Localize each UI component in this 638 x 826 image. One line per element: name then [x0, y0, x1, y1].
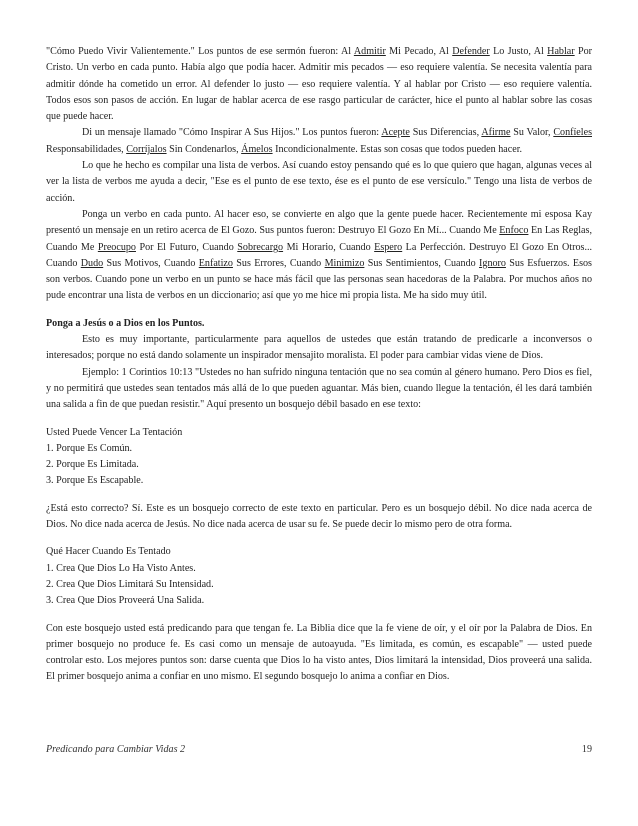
outline-item: 2. Porque Es Limitada.: [46, 459, 139, 471]
outline-title: Usted Puede Vencer La Tentación: [46, 426, 183, 438]
text-segment: Por Cristo. Un verbo en cada punto. Había algo que podía hacer. Admitir mis pecados –– eso requiere valentía. Se necesita valentía para admitir dónde ha cometido un error. Al defender lo justo — eso requiere valentía. Y al hablar por Cristo — eso requiere valentía. Todos esos son pasos de acción. En lugar de hablar acerca de ese rasgo particular de carácter, hice el punto al hablar sobre las cosas que puede hacer.: [46, 46, 592, 123]
underlined-verb: Dudo: [80, 257, 104, 269]
paragraph: [46, 158, 592, 207]
paragraph: [46, 125, 592, 158]
footer-book-title: Predicando para Cambiar Vidas 2: [46, 744, 186, 755]
text-segment: Sus Esfuerzos. Esos son verbos. Cuando pone un verbo en un punto se hace más fácil que las personas sean hacedoras de la Palabra. Por muchos años no pude encontrar una lista de verbos en un diccionario; así que yo me hice mi propia lista. Me ha sido muy útil.: [46, 257, 592, 302]
paragraph: [46, 207, 592, 305]
text-segment: La Perfección. Destruyo El Gozo En Otros... Cuando: [46, 241, 593, 269]
underlined-verb: Ignoro: [479, 257, 506, 269]
paragraph: Con este bosquejo usted está predicando para que tengan fe. La Biblia dice que la fe viene de oír, y el oír por la Palabra de Dios. En primer bosquejo no produce fe. Es casi como un mensaje de autoayuda. "Es limitada, es común, es escapable" –– usted puede controlar esto. Los mejores puntos son: darse cuenta que Dios lo ha visto antes, Dios limitará la intensidad, Dios proveerá una salida. El primer bosquejo anima a confiar en uno mismo. El segundo bosquejo lo anima a confiar en Dios.: [46, 622, 592, 683]
outline-weak: [46, 425, 592, 490]
text-segment: Ponga un verbo en cada punto. Al hacer eso, se convierte en algo que la gente puede hacer. Recientemente mi esposa Kay presentó un mensaje en un retiro acerca de El Gozo. Sus puntos fueron: Destruyo El Gozo En Mí... Cuando Me: [46, 208, 592, 237]
text-segment: Sus Diferencias,: [409, 127, 482, 139]
underlined-verb: Ámelos: [241, 143, 273, 155]
paragraph: [46, 332, 592, 365]
page-body: [46, 44, 592, 686]
outline-title: Qué Hacer Cuando Es Tentado: [46, 546, 171, 558]
text-segment: Incondicionalmente. Estas son cosas que todos pueden hacer.: [272, 143, 523, 155]
text-segment: "Cómo Puedo Vivir Valientemente." Los puntos de ese sermón fueron: Al: [46, 46, 354, 57]
text-segment: Lo que he hecho es compilar una lista de verbos. Así cuando estoy pensando qué es lo que quiero que hagan, algunas veces al ver la lista de verbos me ayuda a decir, "Ese es el punto de ese texto, ése es el punto de ese versículo." Tengo una lista de verbos de acción.: [46, 160, 592, 204]
paragraph: [46, 44, 592, 125]
text-segment: Sus Motivos, Cuando: [103, 257, 199, 269]
underlined-verb: Admitir: [353, 46, 386, 57]
underlined-verb: Hablar: [547, 46, 575, 57]
text-segment: Sus Sentimientos, Cuando: [364, 257, 480, 269]
underlined-verb: Acepte: [381, 127, 410, 139]
text-segment: Lo Justo, Al: [489, 46, 548, 57]
section-heading: Ponga a Jesús o a Dios en los Puntos.: [46, 317, 205, 329]
underlined-verb: Minimizo: [324, 257, 365, 269]
underlined-verb: Confíeles: [553, 127, 592, 139]
outline-item: 3. Porque Es Escapable.: [46, 475, 144, 487]
underlined-verb: Enfatizo: [198, 257, 233, 269]
text-segment: Mi Pecado, Al: [385, 46, 453, 57]
outline-strong: [46, 544, 592, 609]
text-segment: Esto es muy importante, particularmente para aquellos de ustedes que están tratando de predicarle a inconversos o interesados; porque no está dando solamente un inspirador mensajito moralista. El poder para cambiar vidas viene de Dios.: [46, 334, 592, 362]
underlined-verb: Espero: [374, 241, 403, 253]
text-segment: Di un mensaje llamado "Cómo Inspirar A Sus Hijos." Los puntos fueron:: [82, 127, 382, 139]
text-segment: Su Valor,: [510, 127, 554, 139]
text-segment: Por El Futuro, Cuando: [135, 241, 238, 253]
text-segment: Mi Horario, Cuando: [283, 241, 375, 253]
outline-item: 1. Crea Que Dios Lo Ha Visto Antes.: [46, 562, 196, 574]
page-number: 19: [581, 744, 592, 755]
underlined-verb: Enfoco: [499, 225, 529, 237]
text-segment: En Las Reglas, Cuando Me: [46, 225, 592, 253]
outline-item: 1. Porque Es Común.: [46, 442, 133, 454]
text-segment: Sus Errores, Cuando: [232, 257, 325, 269]
paragraph: [46, 365, 592, 414]
underlined-verb: Preocupo: [97, 241, 136, 253]
underlined-verb: Corríjalos: [126, 143, 167, 155]
outline-item: 2. Crea Que Dios Limitará Su Intensidad.: [46, 578, 214, 590]
underlined-verb: Afirme: [481, 127, 511, 139]
underlined-verb: Sobrecargo: [237, 241, 284, 253]
paragraph: ¿Está esto correcto? Sí. Este es un bosquejo correcto de este texto en particular. Pero es un bosquejo débil. No dice nada acerca de Dios. No dice nada acerca de Jesús. No dice nada acerca de usar su fe. Se puede decir lo mismo pero de otra forma.: [46, 502, 592, 531]
text-segment: Responsabilidades,: [46, 143, 127, 155]
underlined-verb: Defender: [452, 46, 490, 57]
text-segment: Sin Condenarlos,: [166, 143, 242, 155]
text-segment: Ejemplo: 1 Corintios 10:13 "Ustedes no han sufrido ninguna tentación que no sea común al género humano. Pero Dios es fiel, y no permitirá que ustedes sean tentados más allá de lo que pueden aguantar. Más bien, cuando llegue la tentación, él les dará también una salida a fin de que puedan resistir." Aquí presento un bosquejo débil basado en ese texto:: [46, 366, 592, 411]
outline-item: 3. Crea Que Dios Proveerá Una Salida.: [46, 595, 205, 607]
